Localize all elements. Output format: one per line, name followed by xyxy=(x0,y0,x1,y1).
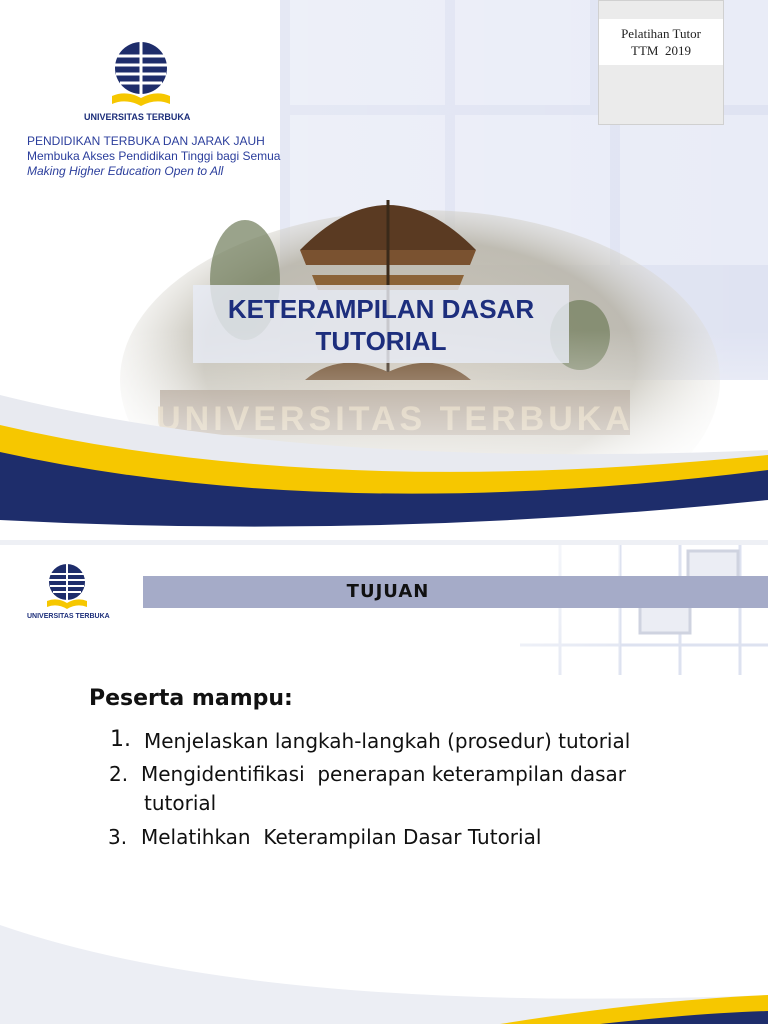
tagline-line2: Membuka Akses Pendidikan Tinggi bagi Semua xyxy=(27,149,281,163)
badge-line1: Pelatihan Tutor xyxy=(621,26,701,41)
objectives-heading: Peserta mampu: xyxy=(89,686,293,711)
objective-item-1: Menjelaskan langkah-langkah (prosedur) tutorial xyxy=(144,729,631,753)
item-number-2: 2. xyxy=(109,762,129,786)
item-number-3: 3. xyxy=(108,825,128,849)
title-line2: TUTORIAL xyxy=(315,326,447,356)
tagline-line1: PENDIDIKAN TERBUKA DAN JARAK JAUH xyxy=(27,134,265,148)
objective-item-2-continuation: tutorial xyxy=(144,791,217,815)
title-line1: KETERAMPILAN DASAR xyxy=(227,294,535,324)
tagline-line3: Making Higher Education Open to All xyxy=(27,164,224,178)
training-badge xyxy=(598,0,724,125)
objectives-slide xyxy=(0,545,768,1024)
ut-logo-icon xyxy=(44,561,90,613)
objective-item-2: Mengidentifikasi penerapan keterampilan dasar xyxy=(141,762,627,786)
objective-item-3: Melatihkan Keterampilan Dasar Tutorial xyxy=(141,825,542,849)
ut-logo-icon xyxy=(108,38,174,112)
section-title-bar xyxy=(143,576,768,608)
slide-title xyxy=(193,285,569,363)
badge-line2: TTM 2019 xyxy=(631,43,691,58)
logo-wordmark: UNIVERSITAS TERBUKA xyxy=(27,613,110,620)
section-title: TUJUAN xyxy=(346,581,430,602)
logo-wordmark: UNIVERSITAS TERBUKA xyxy=(84,112,191,122)
item-number-1: 1. xyxy=(110,727,131,752)
